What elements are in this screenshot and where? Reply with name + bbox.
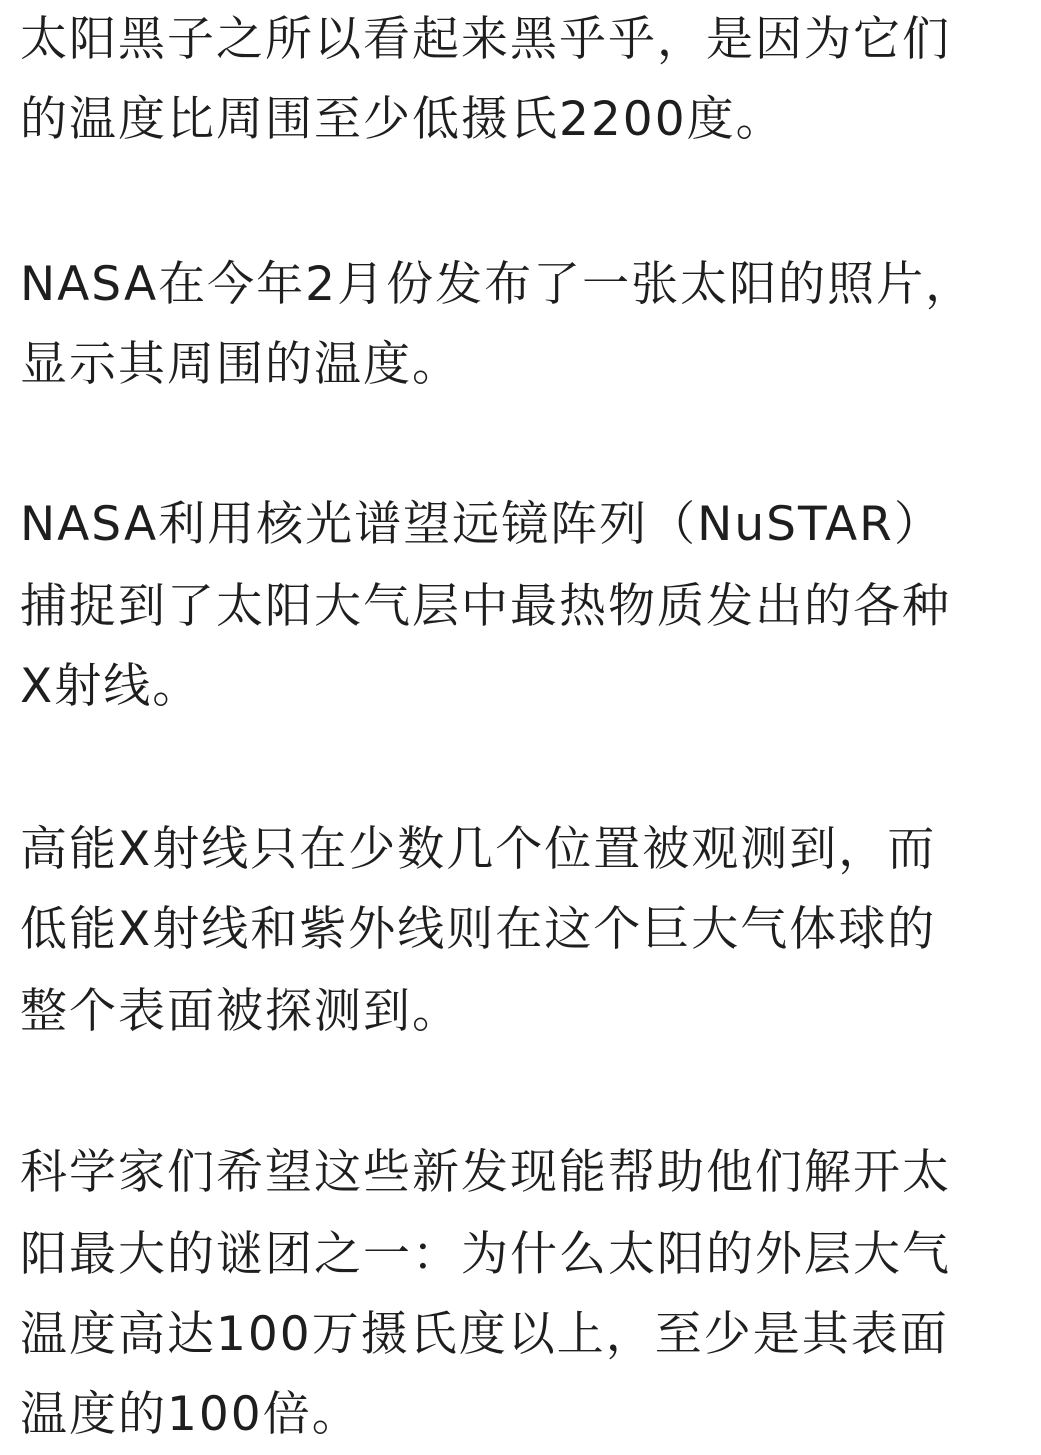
paragraph-5-line-3: 温度高达100万摄氏度以上，至少是其表面	[20, 1307, 949, 1362]
paragraph-2-line-1: NASA在今年2月份发布了一张太阳的照片，	[20, 257, 975, 312]
paragraph-2-line-2: 显示其周围的温度。	[20, 337, 461, 392]
paragraph-3-line-3: X射线。	[20, 659, 202, 714]
paragraph-3-line-1: NASA利用核光谱望远镜阵列（NuSTAR）	[20, 497, 943, 552]
paragraph-1-line-1: 太阳黑子之所以看起来黑乎乎，是因为它们	[20, 12, 951, 67]
paragraph-5-line-4: 温度的100倍。	[20, 1387, 361, 1442]
paragraph-4-line-2: 低能X射线和紫外线则在这个巨大气体球的	[20, 902, 937, 957]
paragraph-4-line-1: 高能X射线只在少数几个位置被观测到，而	[20, 822, 937, 877]
paragraph-1-line-2: 的温度比周围至少低摄氏2200度。	[20, 92, 785, 147]
paragraph-3-line-2: 捕捉到了太阳大气层中最热物质发出的各种	[20, 579, 951, 634]
paragraph-5-line-1: 科学家们希望这些新发现能帮助他们解开太	[20, 1145, 951, 1200]
paragraph-5-line-2: 阳最大的谜团之一：为什么太阳的外层大气	[20, 1227, 951, 1282]
paragraph-4-line-3: 整个表面被探测到。	[20, 984, 461, 1039]
